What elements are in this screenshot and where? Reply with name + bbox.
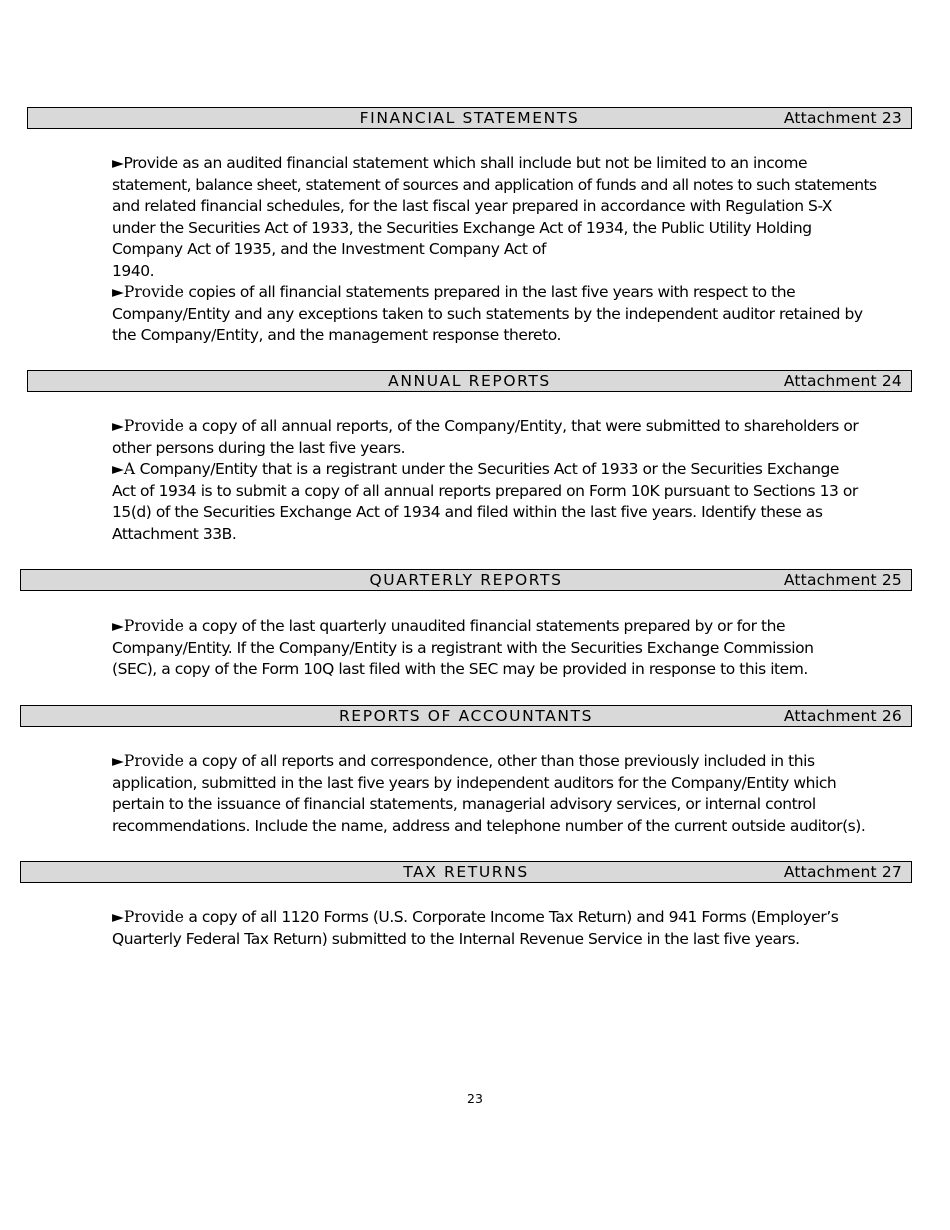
section-title: TAX RETURNS — [403, 863, 529, 881]
section-title: ANNUAL REPORTS — [388, 372, 551, 390]
text-line: Quarterly Federal Tax Return) submitted to the Internal Revenue Service in the last five years. — [112, 929, 800, 948]
text-line: Act of 1934 is to submit a copy of all annual reports prepared on Form 10K pursuant to Sections 13 or — [112, 481, 858, 500]
paragraph-annual-reports — [112, 416, 882, 545]
text-line: statement, balance sheet, statement of sources and application of funds and all notes to such statements — [112, 175, 877, 194]
text-line: ►Provide a copy of the last quarterly unaudited financial statements prepared by or for the — [112, 617, 786, 635]
text-line: Attachment 33B. — [112, 524, 237, 543]
text-line: ►Provide as an audited financial statement which shall include but not be limited to an income — [112, 154, 808, 172]
text-line: ►Provide a copy of all 1120 Forms (U.S. Corporate Income Tax Return) and 941 Forms (Employer’s — [112, 908, 839, 926]
text-line: 1940. — [112, 261, 155, 280]
page-number: 23 — [467, 1091, 483, 1106]
text-line: the Company/Entity, and the management response thereto. — [112, 326, 561, 344]
attachment-label: Attachment 24 — [783, 372, 902, 390]
text-line: (SEC), a copy of the Form 10Q last filed with the SEC may be provided in response to this item. — [112, 660, 808, 678]
text-line: ►Provide a copy of all annual reports, of the Company/Entity, that were submitted to shareholders or — [112, 417, 859, 435]
text-line: Company/Entity. If the Company/Entity is a registrant with the Securities Exchange Commission — [112, 638, 814, 657]
paragraph-reports-of-accountants — [112, 751, 882, 837]
attachment-label: Attachment 27 — [783, 863, 902, 881]
section-header-reports-of-accountants — [20, 705, 912, 727]
section-header-annual-reports — [27, 370, 912, 392]
text-line: Company/Entity and any exceptions taken to such statements by the independent auditor retained by — [112, 304, 863, 323]
section-title: QUARTERLY REPORTS — [369, 571, 563, 589]
text-line: and related financial schedules, for the last fiscal year prepared in accordance with Regulation S-X — [112, 197, 832, 215]
section-title: REPORTS OF ACCOUNTANTS — [338, 707, 594, 725]
text-line: ►Provide a copy of all reports and correspondence, other than those previously included in this — [112, 752, 815, 770]
text-line: application, submitted in the last five years by independent auditors for the Company/Entity which — [112, 773, 837, 792]
section-header-tax-returns — [20, 861, 912, 883]
text-line: other persons during the last five years. — [112, 438, 406, 457]
attachment-label: Attachment 23 — [783, 109, 902, 127]
text-line: pertain to the issuance of financial statements, managerial advisory services, or internal control — [112, 795, 816, 813]
section-title: FINANCIAL STATEMENTS — [359, 109, 580, 127]
text-line: 15(d) of the Securities Exchange Act of 1934 and filed within the last five years. Identify these as — [112, 503, 823, 521]
text-line: ►A Company/Entity that is a registrant under the Securities Act of 1933 or the Securities Exchange — [112, 460, 840, 478]
text-line: recommendations. Include the name, address and telephone number of the current outside auditor(s). — [112, 816, 866, 835]
paragraph-tax-returns — [112, 907, 882, 950]
attachment-label: Attachment 26 — [783, 707, 902, 725]
text-line: Company Act of 1935, and the Investment Company Act of — [112, 240, 547, 258]
paragraph-financial-statements-1 — [112, 153, 882, 347]
text-line: ►Provide copies of all financial statements prepared in the last five years with respect to the — [112, 283, 796, 301]
attachment-label: Attachment 25 — [783, 571, 902, 589]
section-header-financial-statements — [27, 107, 912, 129]
section-header-quarterly-reports — [20, 569, 912, 591]
paragraph-quarterly-reports — [112, 616, 882, 681]
text-line: under the Securities Act of 1933, the Securities Exchange Act of 1934, the Public Utility Holding — [112, 218, 812, 237]
